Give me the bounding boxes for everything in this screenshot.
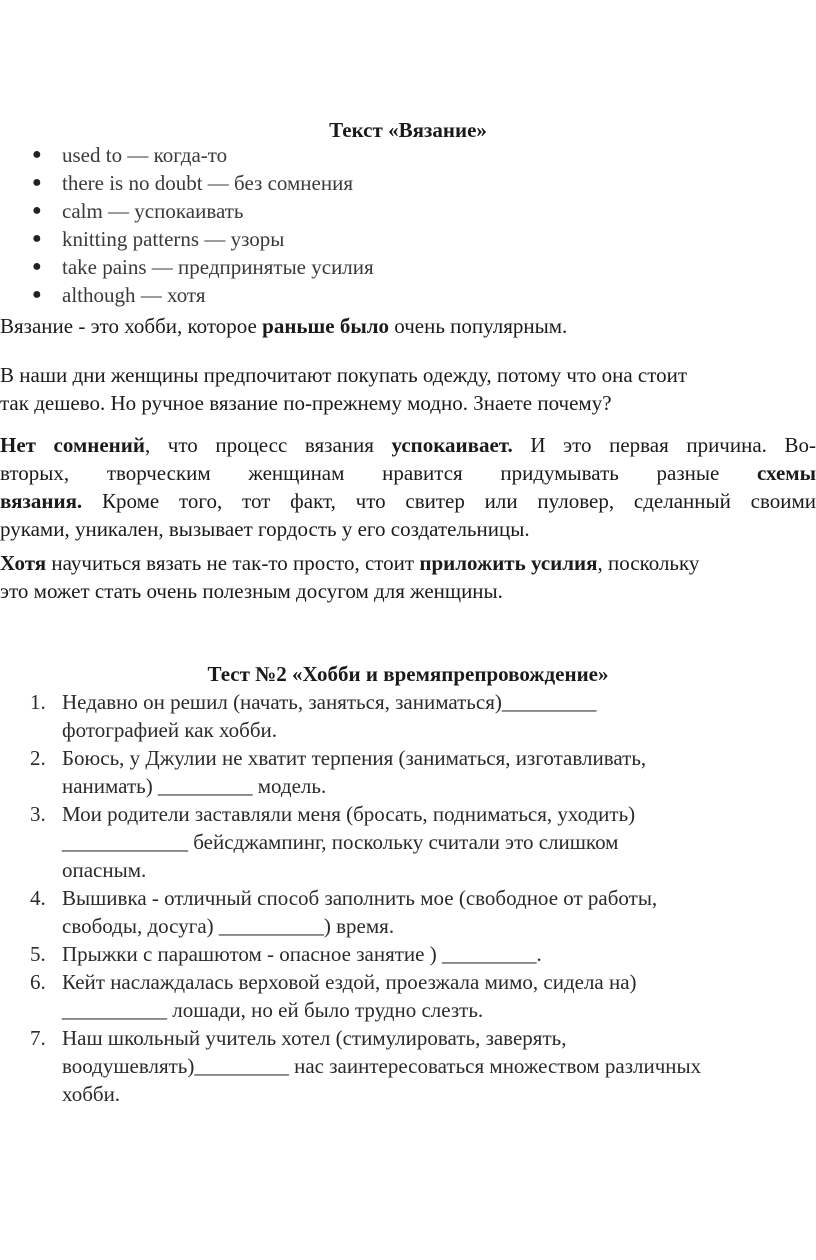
bullet-icon: ● (32, 202, 42, 219)
question-item: 5. Прыжки с парашютом - опасное занятие ) _________. (30, 942, 542, 966)
paragraph-although: Хотя научиться вязать не так-то просто, стоит приложить усилия, поскольку это может стать очень полезным досугом для женщины. (0, 551, 700, 603)
question-item: 6. Кейт наслаждалась верховой ездой, проезжала мимо, сидела на) __________ лошади, но ей было трудно слезть. (30, 970, 637, 1022)
question-item: 3. Мои родители заставляли меня (бросать, подниматься, уходить) ____________ бейсджампинг, поскольку считали это слишком опасным. (30, 802, 636, 882)
bullet-icon: ● (32, 174, 42, 191)
page-title: Текст «Вязание» (329, 118, 487, 142)
bullet-icon: ● (32, 146, 42, 163)
paragraph-reasons: Нет сомнений, что процесс вязания успокаивает. И это первая причина. Во- вторых, творческим женщинам нравится придумывать разные схемы вязания. Кроме того, тот факт, что свитер или пуловер, сделанный своими руками, уникален, вызывает гордость у его создательницы. (0, 433, 816, 541)
question-item: 1. Недавно он решил (начать, заняться, заниматься)_________ фотографией как хобби. (30, 690, 597, 742)
test-title: Тест №2 «Хобби и времяпрепровождение» (207, 662, 609, 686)
vocab-item: ● calm — успокаивать (32, 199, 244, 223)
vocab-item: ● used to — когда-то (32, 143, 228, 167)
vocab-item: ● although — хотя (32, 283, 206, 307)
question-item: 4. Вышивка - отличный способ заполнить мое (свободное от работы, свободы, досуга) __________) время. (30, 886, 658, 938)
question-list (0, 688, 816, 1108)
vocab-item: ● knitting patterns — узоры (32, 227, 285, 251)
paragraph-clothes: В наши дни женщины предпочитают покупать одежду, потому что она стоит так дешево. Но ручное вязание по-прежнему модно. Знаете почему? (0, 363, 688, 415)
bullet-icon: ● (32, 230, 42, 247)
bullet-icon: ● (32, 286, 42, 303)
vocab-item: ● there is no doubt — без сомнения (32, 171, 353, 195)
question-item: 7. Наш школьный учитель хотел (стимулировать, заверять, воодушевлять)_________ нас заинтересоваться множеством различных хобби. (30, 1026, 702, 1106)
vocab-item: ● take pains — предпринятые усилия (32, 255, 374, 279)
vocabulary-list (0, 141, 374, 309)
bullet-icon: ● (32, 258, 42, 275)
paragraph-intro: Вязание - это хобби, которое раньше было очень популярным. (0, 314, 568, 338)
question-item: 2. Боюсь, у Джулии не хватит терпения (заниматься, изготавливать, нанимать) _________ модель. (30, 746, 647, 798)
